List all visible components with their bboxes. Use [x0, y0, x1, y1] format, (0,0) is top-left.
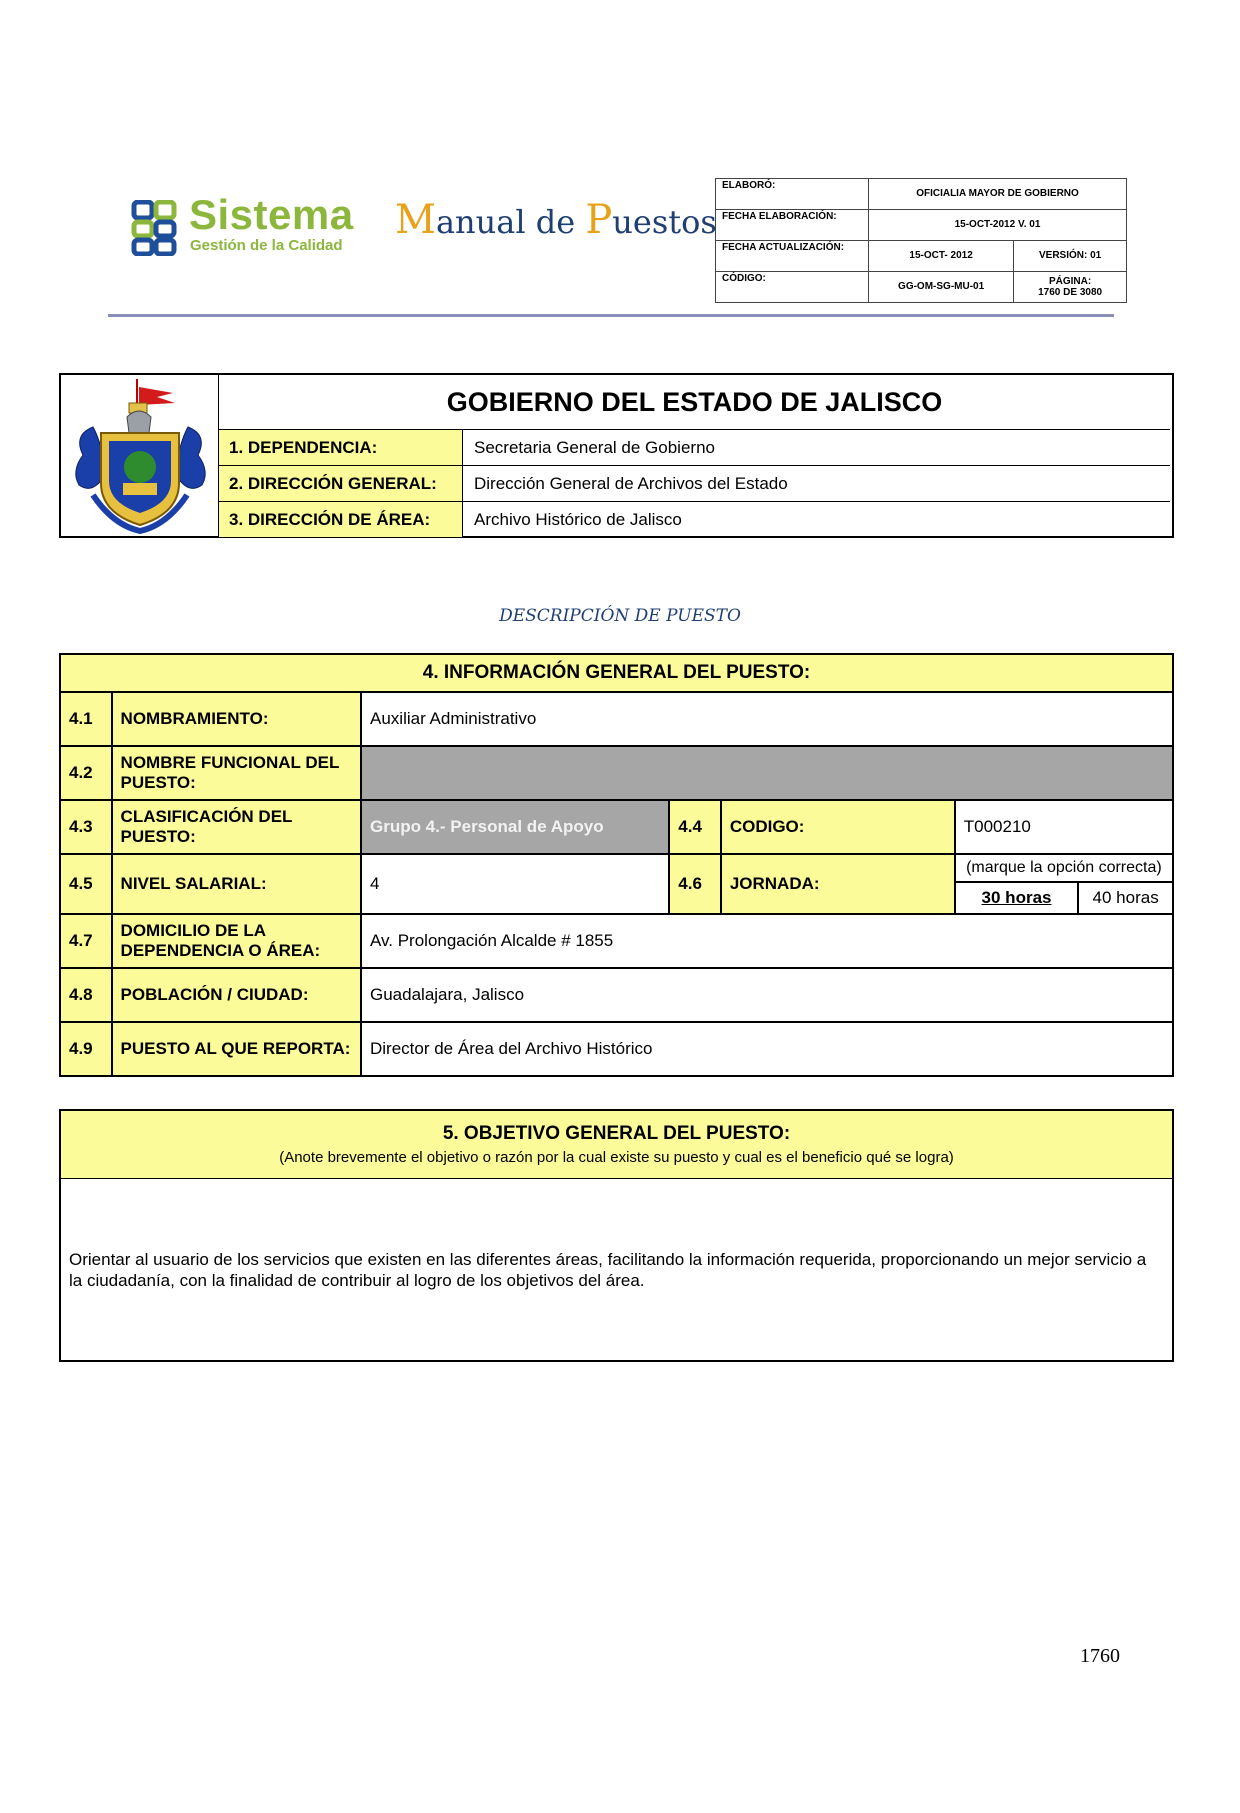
objetivo-text: Orientar al usuario de los servicios que existen en las diferentes áreas, facilitando la información requerida, proporcionando un mejor servicio a la ciudadanía, con la finalidad de contribuir al logro de los objetivos del área. [69, 1250, 1147, 1290]
jalisco-crest [63, 375, 219, 536]
section-5-header [61, 1111, 1172, 1179]
section-4-table [59, 653, 1174, 1077]
direccion-general-row [219, 466, 1170, 502]
codigo-label: CODIGO: [721, 800, 955, 854]
direccion-area-row [219, 502, 1170, 537]
row-4-5-number: 4.5 [60, 854, 112, 914]
domicilio-value: Av. Prolongación Alcalde # 1855 [361, 914, 1173, 968]
codigo-label: CÓDIGO: [716, 272, 869, 303]
jornada-label: JORNADA: [721, 854, 955, 914]
row-4-9-number: 4.9 [60, 1022, 112, 1076]
codigo-value: T000210 [955, 800, 1173, 854]
fecha-actualizacion-label: FECHA ACTUALIZACIÓN: [716, 241, 869, 272]
direccion-general-value: Dirección General de Archivos del Estado [474, 474, 788, 493]
page-number: 1760 [1080, 1645, 1120, 1667]
nivel-salarial-label: NIVEL SALARIAL: [112, 854, 361, 914]
dependencia-value: Secretaria General de Gobierno [474, 438, 715, 457]
jornada-option-40-horas[interactable]: 40 horas [1078, 882, 1173, 914]
domicilio-label: DOMICILIO DE LA DEPENDENCIA O ÁREA: [112, 914, 361, 968]
sistema-logo-icon [130, 200, 178, 256]
manual-title: Manual de Puestos [395, 197, 717, 243]
section-4-title: 4. INFORMACIÓN GENERAL DEL PUESTO: [60, 654, 1173, 692]
codigo-value: GG-OM-SG-MU-01 [869, 272, 1014, 303]
government-block [59, 373, 1174, 538]
nombre-funcional-label: NOMBRE FUNCIONAL DEL PUESTO: [112, 746, 361, 800]
dependencia-label: 1. DEPENDENCIA: [219, 430, 463, 465]
government-title: GOBIERNO DEL ESTADO DE JALISCO [219, 375, 1170, 430]
row-4-6-number: 4.6 [669, 854, 721, 914]
row-4-7-number: 4.7 [60, 914, 112, 968]
section-5-block [59, 1109, 1174, 1362]
row-4-4-number: 4.4 [669, 800, 721, 854]
elaboro-label: ELABORÓ: [716, 179, 869, 210]
row-4-8-number: 4.8 [60, 968, 112, 1022]
pagina-cell [1014, 272, 1127, 303]
section-5-title: 5. OBJETIVO GENERAL DEL PUESTO: [442, 1123, 791, 1144]
version-value: VERSIÓN: 01 [1014, 241, 1127, 272]
nombramiento-value: Auxiliar Administrativo [361, 692, 1173, 746]
clasificacion-label: CLASIFICACIÓN DEL PUESTO: [112, 800, 361, 854]
row-4-1-number: 4.1 [60, 692, 112, 746]
nombre-funcional-value [361, 746, 1173, 800]
dependencia-row [219, 430, 1170, 466]
pagina-label: PÁGINA: [1048, 275, 1092, 287]
document-subtitle: DESCRIPCIÓN DE PUESTO [499, 606, 741, 626]
poblacion-label: POBLACIÓN / CIUDAD: [112, 968, 361, 1022]
logo-name: Sistema [189, 191, 354, 238]
pagina-value: 1760 DE 3080 [1038, 287, 1103, 298]
logo-subtitle: Gestión de la Calidad [190, 237, 343, 254]
jalisco-crest-icon [63, 375, 218, 536]
nombramiento-label: NOMBRAMIENTO: [112, 692, 361, 746]
section-5-note: (Anote brevemente el objetivo o razón por la cual existe su puesto y cual es el beneficio qué se logra) [279, 1149, 954, 1166]
clasificacion-value: Grupo 4.- Personal de Apoyo [361, 800, 669, 854]
elaboro-value: OFICIALIA MAYOR DE GOBIERNO [869, 179, 1127, 210]
row-4-3-number: 4.3 [60, 800, 112, 854]
poblacion-value: Guadalajara, Jalisco [361, 968, 1173, 1022]
jornada-hint: (marque la opción correcta) [955, 854, 1173, 882]
fecha-actualizacion-value: 15-OCT- 2012 [869, 241, 1014, 272]
row-4-2-number: 4.2 [60, 746, 112, 800]
direccion-area-label: 3. DIRECCIÓN DE ÁREA: [219, 502, 463, 537]
nivel-salarial-value: 4 [361, 854, 669, 914]
direccion-general-label: 2. DIRECCIÓN GENERAL: [219, 466, 463, 501]
header-divider [108, 314, 1114, 317]
document-metadata-table [715, 178, 1127, 303]
puesto-reporta-value: Director de Área del Archivo Histórico [361, 1022, 1173, 1076]
direccion-area-value: Archivo Histórico de Jalisco [474, 510, 682, 529]
jornada-option-30-horas[interactable]: 30 horas [955, 882, 1079, 914]
puesto-reporta-label: PUESTO AL QUE REPORTA: [112, 1022, 361, 1076]
fecha-elaboracion-label: FECHA ELABORACIÓN: [716, 210, 869, 241]
fecha-elaboracion-value: 15-OCT-2012 V. 01 [869, 210, 1127, 241]
